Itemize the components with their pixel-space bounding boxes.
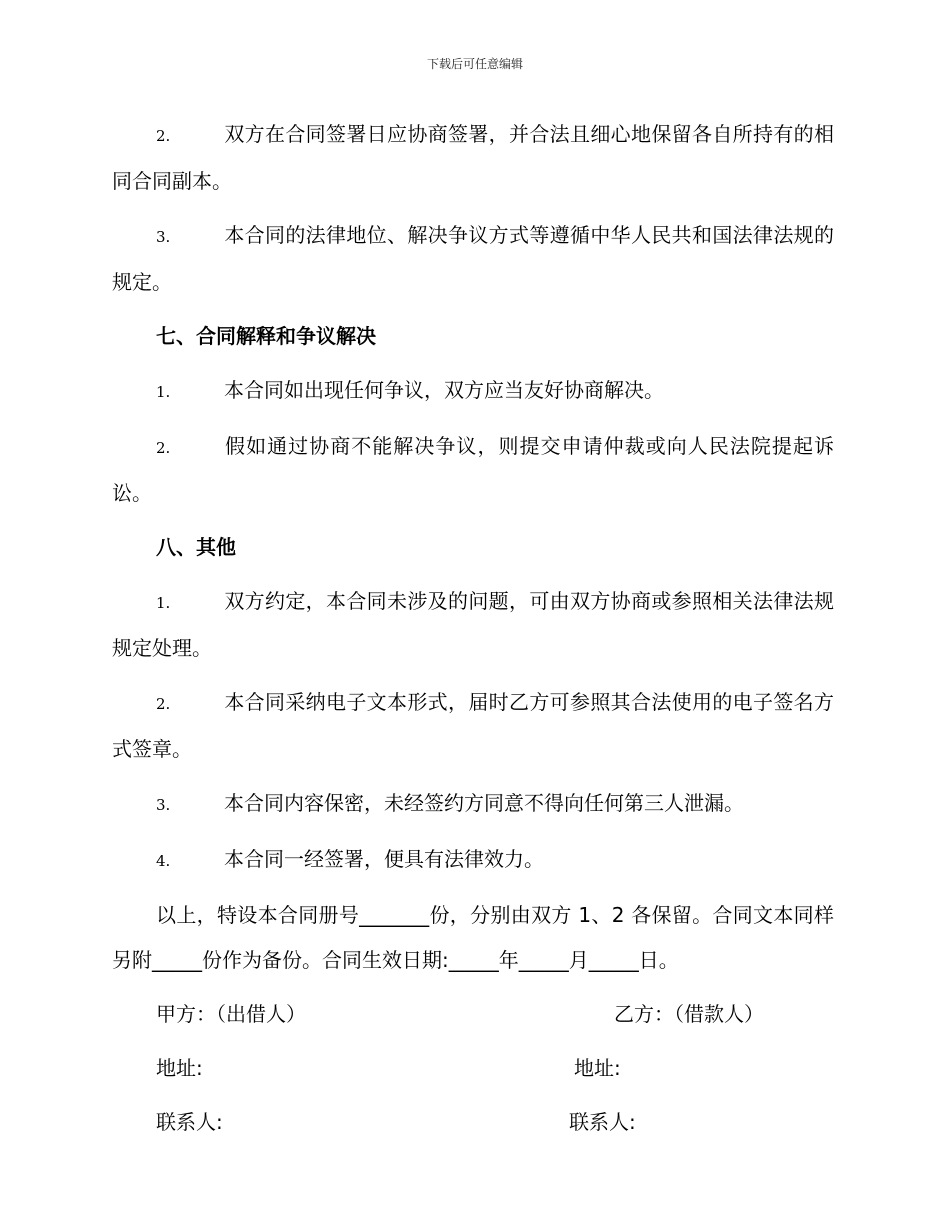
clause-number: 3. — [156, 228, 171, 246]
section-7-title: 七、合同解释和争议解决 — [156, 324, 376, 348]
clause-text: 本合同如出现任何争议，双方应当友好协商解决。 — [224, 378, 664, 402]
clause-6-3 — [112, 213, 834, 305]
party-a-address-label: 地址: — [156, 1056, 203, 1080]
clause-7-1 — [112, 368, 834, 415]
clause-number: 1. — [156, 383, 171, 401]
closing-paragraph: 以上，特设本合同册号_______份，分别由双方 1、2 各保留。合同文本同样另附_____份作为备份。合同生效日期:_____年_____月_____日。 — [112, 903, 834, 972]
clause-text: 双方在合同签署日应协商签署，并合法且细心地保留各自所持有的相同合同副本。 — [112, 122, 834, 193]
clause-number: 3. — [156, 796, 171, 814]
party-a-label: 甲方：（出借人） — [156, 1002, 306, 1026]
clause-number: 2. — [156, 695, 171, 713]
clause-text: 假如通过协商不能解决争议，则提交申请仲裁或向人民法院提起诉讼。 — [112, 434, 834, 505]
clause-text: 本合同一经签署，便具有法律效力。 — [224, 847, 544, 871]
document-body — [112, 112, 834, 1154]
clause-7-2 — [112, 424, 834, 516]
clause-text: 本合同的法律地位、解决争议方式等遵循中华人民共和国法律法规的规定。 — [112, 223, 834, 294]
clause-number: 1. — [156, 594, 171, 612]
clause-text: 双方约定，本合同未涉及的问题，可由双方协商或参照相关法律法规规定处理。 — [112, 589, 834, 660]
party-a-contact-label: 联系人: — [156, 1110, 223, 1134]
clause-8-4 — [112, 837, 834, 884]
party-b-contact-label: 联系人: — [569, 1110, 636, 1134]
clause-text: 本合同采纳电子文本形式，届时乙方可参照其合法使用的电子签名方式签章。 — [112, 690, 834, 761]
clause-number: 4. — [156, 852, 171, 870]
signature-row-address — [112, 1046, 834, 1091]
clause-8-2 — [112, 680, 834, 772]
page-header-note: 下载后可任意编辑 — [426, 57, 523, 71]
party-b-address-label: 地址: — [574, 1056, 621, 1080]
clause-text: 本合同内容保密，未经签约方同意不得向任何第三人泄漏。 — [224, 791, 744, 815]
clause-8-1 — [112, 579, 834, 671]
clause-8-3 — [112, 781, 834, 828]
clause-number: 2. — [156, 127, 171, 145]
clause-number: 2. — [156, 439, 171, 457]
clause-6-2 — [112, 112, 834, 204]
section-8-title: 八、其他 — [156, 535, 236, 559]
signature-row-parties — [112, 992, 834, 1037]
party-b-label: 乙方：（借款人） — [614, 1002, 764, 1026]
signature-row-contact — [112, 1100, 834, 1145]
